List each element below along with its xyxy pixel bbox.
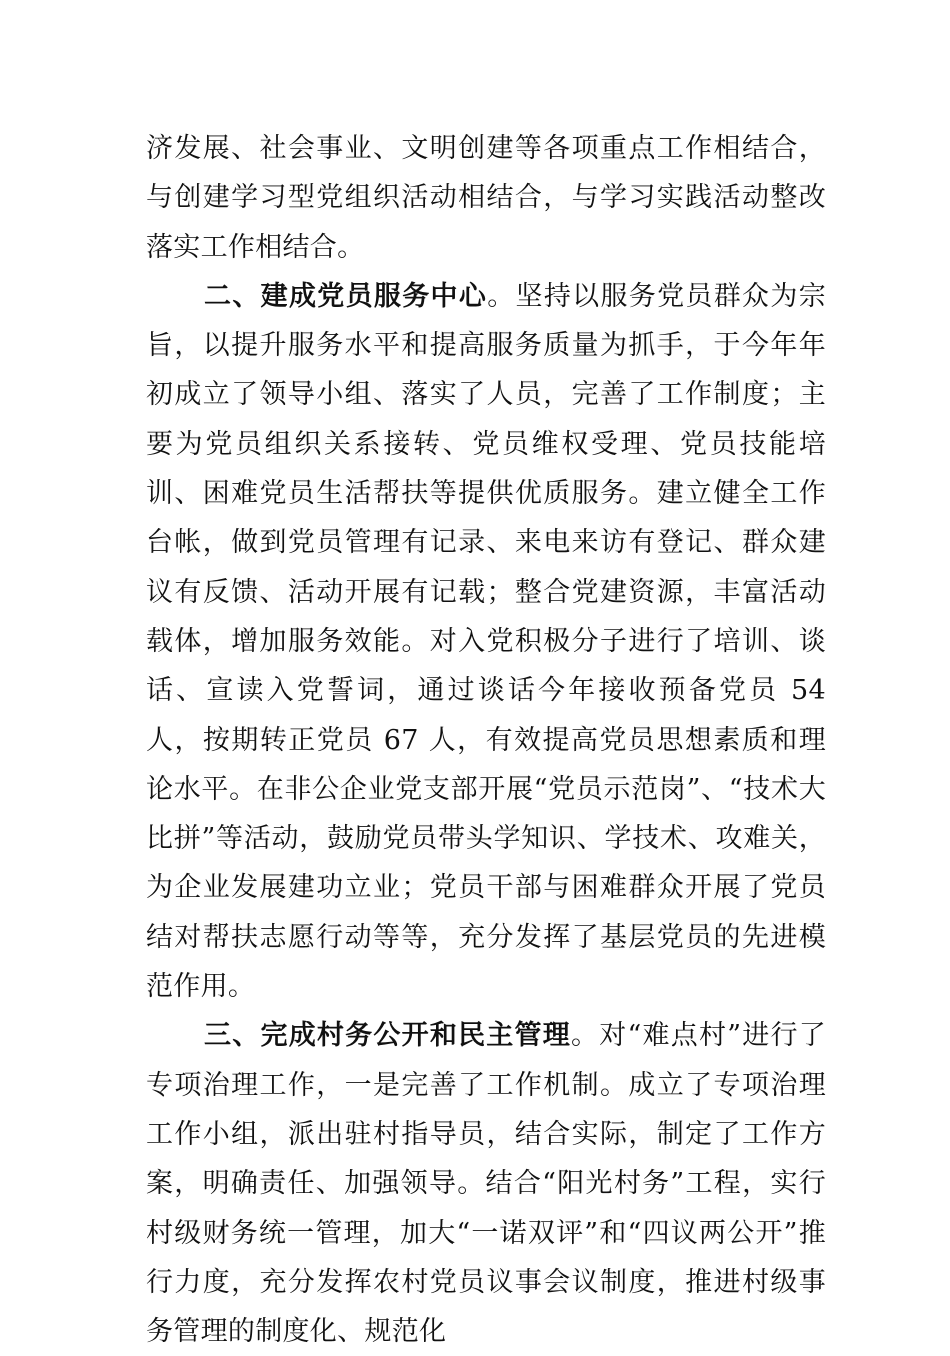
section-3-body: 。对“难点村”进行了专项治理工作，一是完善了工作机制。成立了专项治理工作小组，派出驻村指导员，结合实际，制定了工作方案，明确责任、加强领导。结合“阳光村务”工程，实行村级财务统一管理，加大“一诺双评”和“四议两公开”推行力度，充分发挥农村党员议事会议制度，推进村级事务管理的制度化、规范化 — [146, 1020, 827, 1348]
section-2-paragraph — [146, 272, 826, 1011]
section-2-body: 。坚持以服务党员群众为宗旨，以提升服务水平和提高服务质量为抓手，于今年年初成立了领导小组、落实了人员，完善了工作制度；主要为党员组织关系接转、党员维权受理、党员技能培训、困难党员生活帮扶等提供优质服务。建立健全工作台帐，做到党员管理有记录、来电来访有登记、群众建议有反馈、活动开展有记载；整合党建资源，丰富活动载体，增加服务效能。对入党积极分子进行了培训、谈话、宣读入党誓词，通过谈话今年接收预备党员 54 人，按期转正党员 67 人，有效提高党员思想素质和理论水平。在非公企业党支部开展“党员示范岗”、“技术大比拼”等活动，鼓励党员带头学知识、学技术、攻难关，为企业发展建功立业；党员干部与困难群众开展了党员结对帮扶志愿行动等等，充分发挥了基层党员的先进模范作用。 — [146, 280, 826, 1003]
section-3-paragraph — [146, 1011, 826, 1356]
paragraph-continuation: 济发展、社会事业、文明创建等各项重点工作相结合，与创建学习型党组织活动相结合，与学习实践活动整改落实工作相结合。 — [146, 133, 826, 263]
section-2-heading: 二、建成党员服务中心 — [204, 280, 488, 312]
document-body — [146, 124, 826, 1356]
section-3-heading: 三、完成村务公开和民主管理 — [204, 1020, 572, 1052]
